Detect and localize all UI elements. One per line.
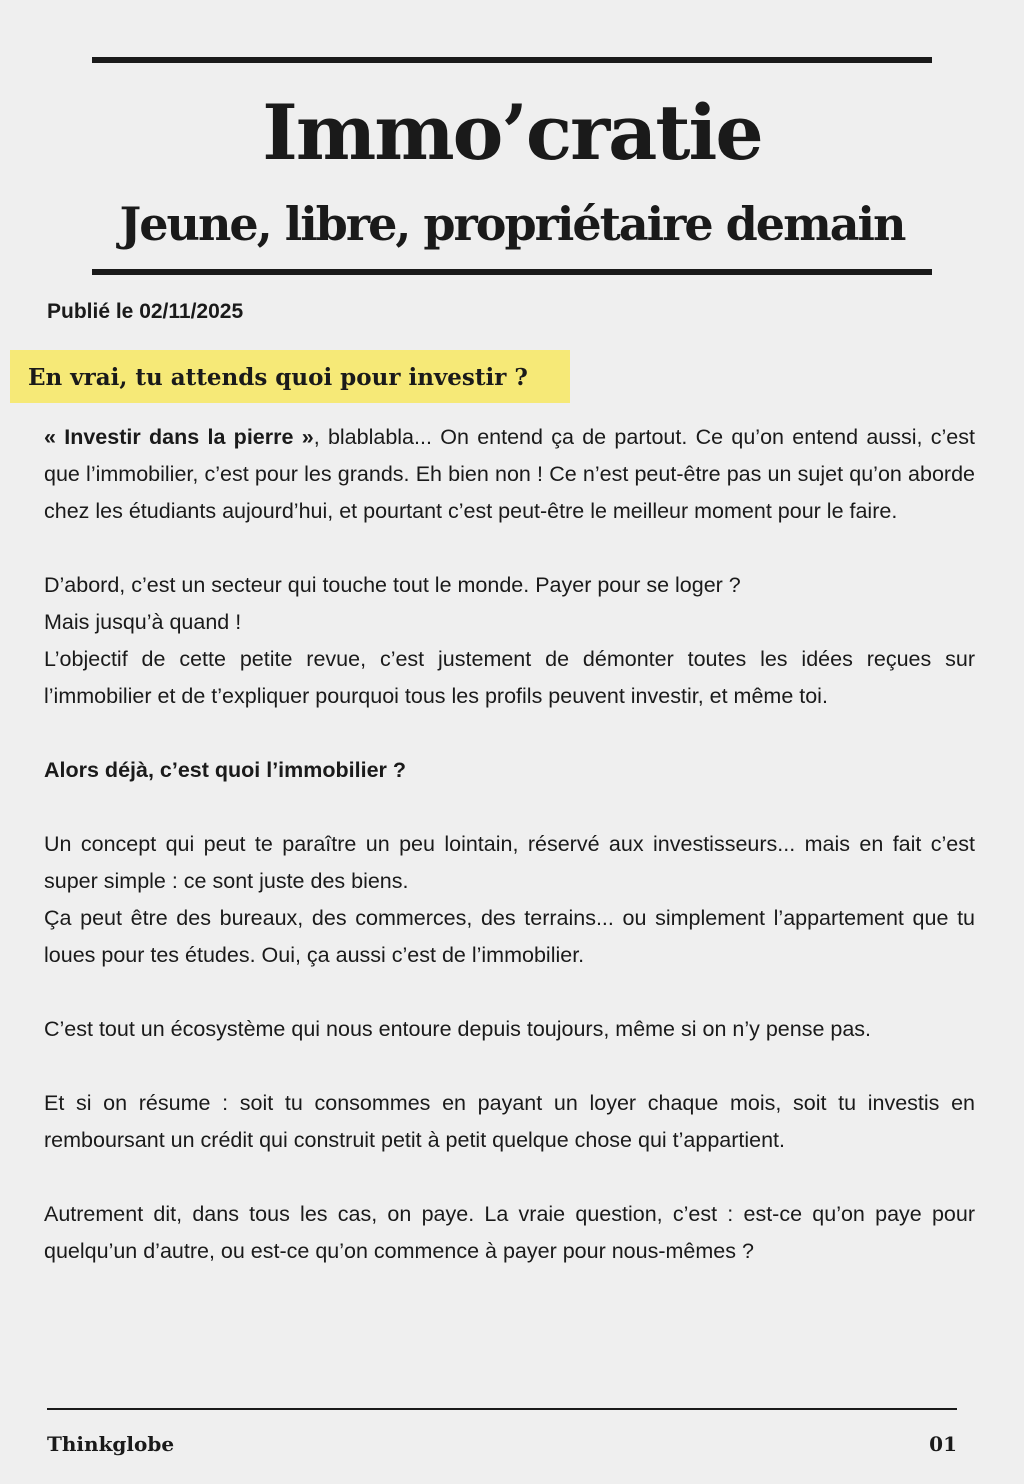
paragraph-2-line-2: Mais jusqu’à quand ! <box>44 610 242 634</box>
header-top-rule <box>92 57 932 63</box>
footer-rule <box>47 1408 957 1410</box>
paragraph-3-line-2: Ça peut être des bureaux, des commerces, des terrains... ou simplement l’appartement que tu loues pour tes études. Oui, ça aussi c’est de l’immobilier. <box>44 906 975 967</box>
magazine-title: Immo’cratie <box>262 88 762 177</box>
paragraph-2 <box>44 567 975 715</box>
paragraph-4: C’est tout un écosystème qui nous entoure depuis toujours, même si on n’y pense pas. <box>44 1017 872 1041</box>
paragraph-6: Autrement dit, dans tous les cas, on paye. La vraie question, c’est : est-ce qu’on paye pour quelqu’un d’autre, ou est-ce qu’on commence à payer pour nous-mêmes ? <box>44 1202 975 1263</box>
article-headline: En vrai, tu attends quoi pour investir ? <box>28 364 528 391</box>
header-bottom-rule <box>92 269 932 275</box>
page-number: 01 <box>929 1432 957 1456</box>
magazine-subtitle: Jeune, libre, propriétaire demain <box>119 197 905 251</box>
footer-brand: Thinkglobe <box>47 1432 175 1456</box>
publication-date: Publié le 02/11/2025 <box>47 300 244 323</box>
paragraph-2-line-3: L’objectif de cette petite revue, c’est justement de démonter toutes les idées reçues sur l’immobilier et de t’expliquer pourquoi tous les profils peuvent investir, et même toi. <box>44 647 975 708</box>
intro-paragraph <box>44 419 975 530</box>
paragraph-3-line-1: Un concept qui peut te paraître un peu lointain, réservé aux investisseurs... mais en fait c’est super simple : ce sont juste des biens. <box>44 832 975 893</box>
intro-quote: « Investir dans la pierre » <box>44 425 314 449</box>
intro-text: , blablabla... On entend ça de partout. Ce qu’on entend aussi, c’est que l’immobilier, c’est pour les grands. Eh bien non ! Ce n’est peut-être pas un sujet qu’on aborde chez les étudiants aujourd’hui, et pourtant c’est peut-être le meilleur moment pour le faire. <box>44 425 975 523</box>
section-heading <box>44 752 975 789</box>
paragraph-3 <box>44 826 975 974</box>
article-body <box>44 419 975 1270</box>
section-heading-text: Alors déjà, c’est quoi l’immobilier ? <box>44 758 406 782</box>
paragraph-5: Et si on résume : soit tu consommes en payant un loyer chaque mois, soit tu investis en remboursant un crédit qui construit petit à petit quelque chose qui t’appartient. <box>44 1091 975 1152</box>
paragraph-2-line-1: D’abord, c’est un secteur qui touche tout le monde. Payer pour se loger ? <box>44 573 741 597</box>
